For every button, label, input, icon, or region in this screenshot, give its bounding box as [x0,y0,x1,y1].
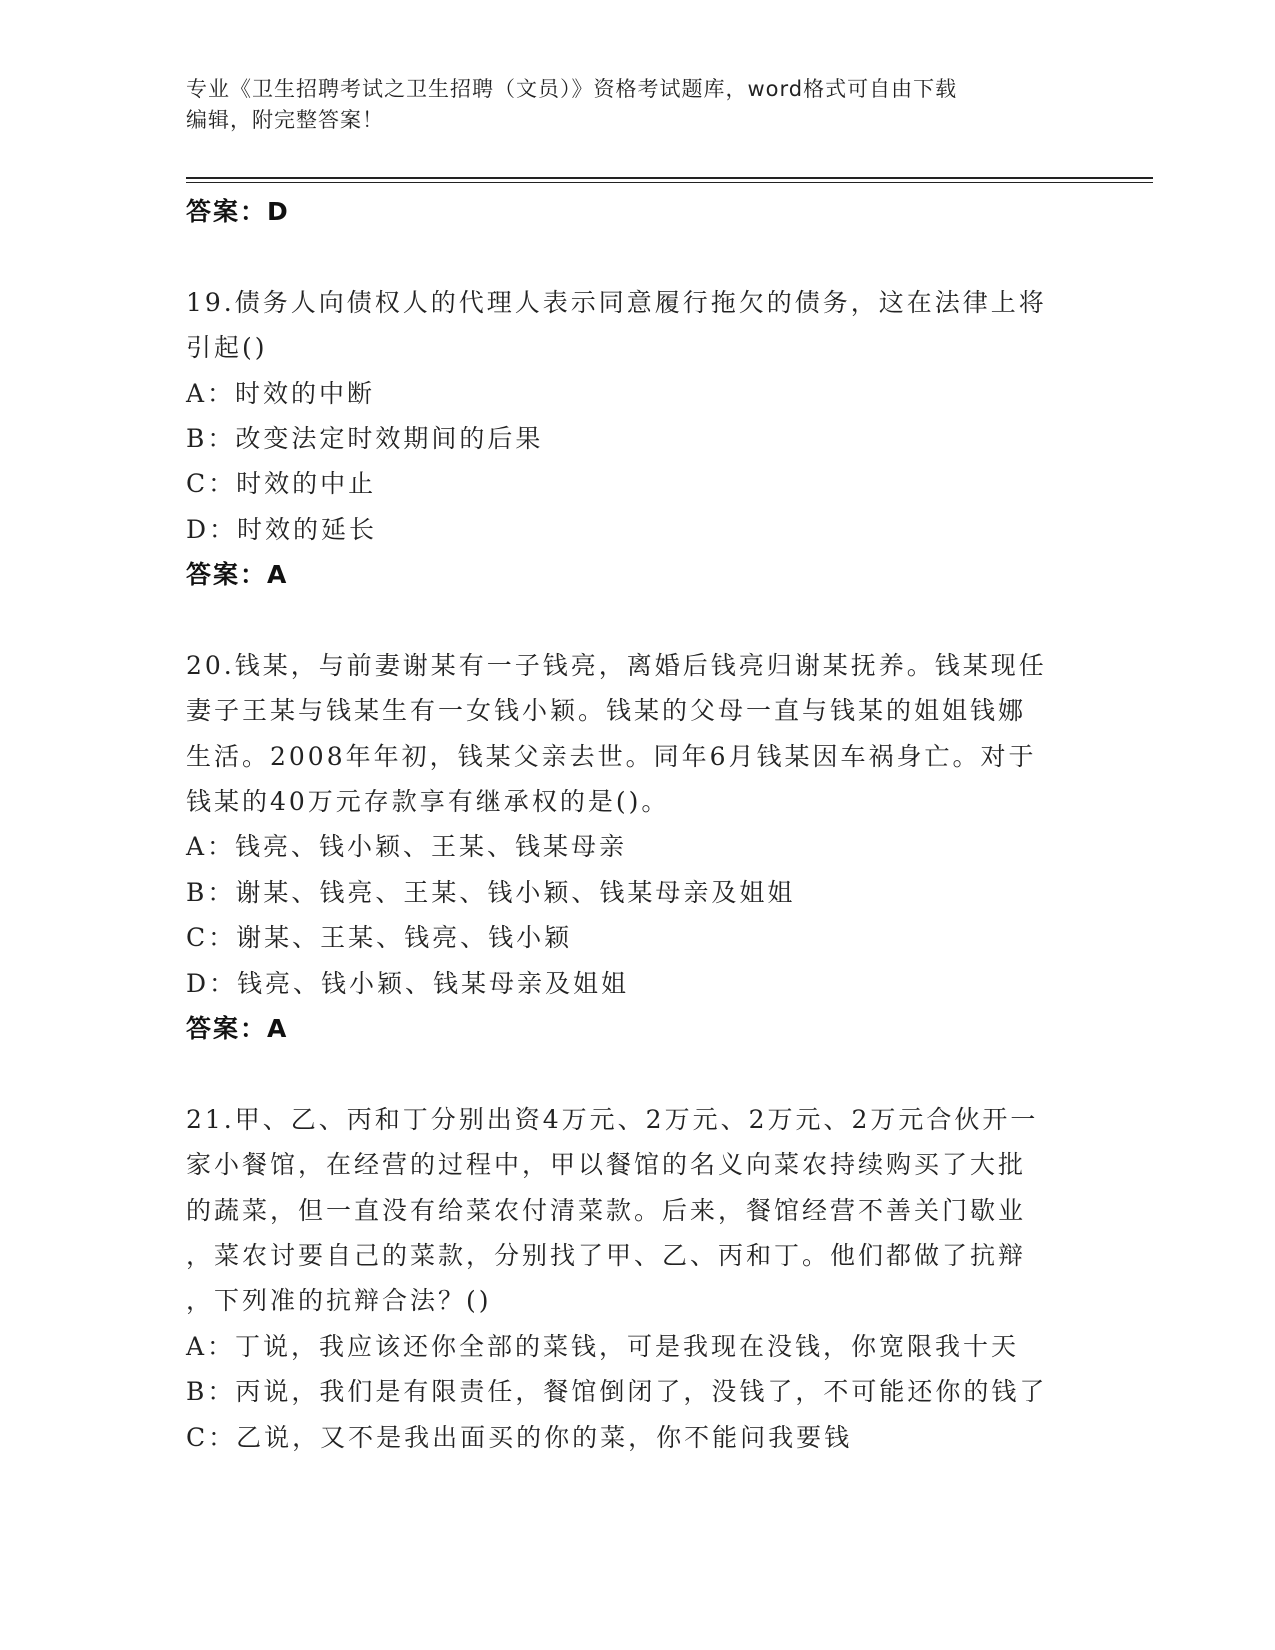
question-text-line: 妻子王某与钱某生有一女钱小颖。钱某的父母一直与钱某的姐姐钱娜 [186,696,1027,726]
option-d: D：时效的延长 [186,514,378,544]
question-text-line: 钱某的40万元存款享有继承权的是()。 [186,787,670,817]
question-text-line: 20.钱某，与前妻谢某有一子钱亮，离婚后钱亮归谢某抚养。钱某现任 [186,650,1047,680]
option-c: C：乙说，又不是我出面买的你的菜，你不能问我要钱 [186,1422,853,1452]
header-line-1: 专业《卫生招聘考试之卫生招聘（文员）》资格考试题库，word格式可自由下载 [186,77,958,101]
question-text-line: 的蔬菜，但一直没有给菜农付清菜款。后来，餐馆经营不善关门歇业 [186,1195,1027,1225]
header-divider-thin [186,182,1153,183]
header-divider [186,177,1153,179]
question-text-line: 19.债务人向债权人的代理人表示同意履行拖欠的债务，这在法律上将 [186,287,1047,317]
question-text-line: 引起() [186,333,268,363]
question-text-line: ，菜农讨要自己的菜款，分别找了甲、乙、丙和丁。他们都做了抗辩 [186,1240,1027,1270]
answer: 答案：A [186,560,289,590]
option-b: B：谢某、钱亮、王某、钱小颖、钱某母亲及姐姐 [186,877,796,907]
option-c: C：时效的中止 [186,469,377,499]
question-20 [186,643,1086,1052]
option-b: B：丙说，我们是有限责任，餐馆倒闭了，没钱了，不可能还你的钱了 [186,1377,1048,1407]
page-header [186,74,1086,136]
question-19 [186,280,1086,598]
question-text-line: 家小餐馆，在经营的过程中，甲以餐馆的名义向菜农持续购买了大批 [186,1150,1027,1180]
answer: 答案：A [186,1014,289,1044]
spacer [186,1051,1086,1096]
option-b: B：改变法定时效期间的后果 [186,423,544,453]
option-a: A：丁说，我应该还你全部的菜钱，可是我现在没钱，你宽限我十天 [186,1331,1020,1361]
previous-answer: 答案：D [186,197,290,226]
option-a: A：时效的中断 [186,378,376,408]
option-d: D：钱亮、钱小颖、钱某母亲及姐姐 [186,968,630,998]
question-21 [186,1097,1086,1460]
question-text-line: 21.甲、乙、丙和丁分别出资4万元、2万元、2万元、2万元合伙开一 [186,1104,1039,1134]
option-a: A：钱亮、钱小颖、王某、钱某母亲 [186,832,628,862]
spacer [186,234,1086,279]
header-line-2: 编辑，附完整答案！ [186,108,384,132]
spacer [186,598,1086,643]
option-c: C：谢某、王某、钱亮、钱小颖 [186,923,573,953]
question-list [186,189,1086,1460]
question-text-line: 生活。2008年年初，钱某父亲去世。同年6月钱某因车祸身亡。对于 [186,741,1037,771]
question-text-line: ，下列准的抗辩合法？() [186,1286,492,1316]
